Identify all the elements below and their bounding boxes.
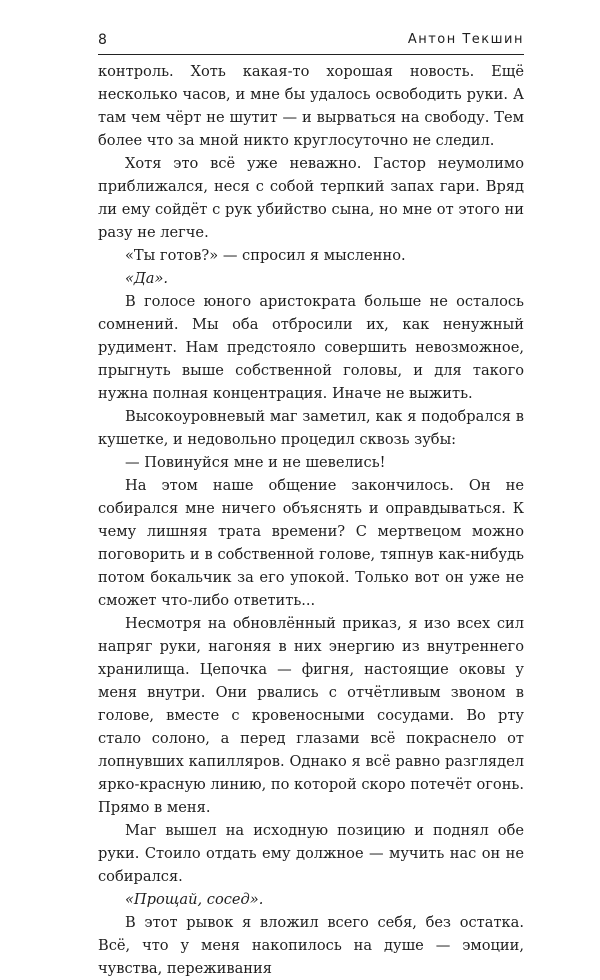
paragraph: Маг вышел на исходную позицию и поднял обе руки. Стоило отдать ему должное — мучить нас он не собирался.	[98, 822, 524, 885]
paragraph: В этот рывок я вложил всего себя, без остатка. Всё, что у меня накопилось на душе — эмоции, чувства, переживания	[98, 914, 524, 977]
thought-line: «Прощай, сосед».	[125, 891, 264, 908]
paragraph: контроль. Хоть какая-то хорошая новость. Ещё несколько часов, и мне бы удалось освободить руки. А там чем чёрт не шутит — и вырваться на свободу. Тем более что за мной никто круглосуточно не следил.	[98, 63, 524, 149]
dialogue-line: — Повинуйся мне и не шевелись!	[125, 454, 386, 471]
body-text	[98, 60, 524, 980]
thought-line: «Да».	[125, 270, 169, 287]
running-head-author: Антон Текшин	[407, 32, 524, 47]
dialogue-line: «Ты готов?» — спросил я мысленно.	[125, 247, 406, 264]
paragraph: Высокоуровневый маг заметил, как я подобрался в кушетке, и недовольно процедил сквозь зубы:	[98, 408, 524, 448]
paragraph: В голосе юного аристократа больше не осталось сомнений. Мы оба отбросили их, как ненужный рудимент. Нам предстояло совершить невозможное, прыгнуть выше собственной головы, и для такого нужна полная концентрация. Иначе не выжить.	[98, 293, 524, 402]
paragraph: Хотя это всё уже неважно. Гастор неумолимо приближался, неся с собой терпкий запах гари. Вряд ли ему сойдёт с рук убийство сына, но мне от этого ни разу не легче.	[98, 155, 524, 241]
paragraph: Несмотря на обновлённый приказ, я изо всех сил напряг руки, нагоняя в них энергию из внутреннего хранилища. Цепочка — фигня, настоящие оковы у меня внутри. Они рвались с отчётливым звоном в голове, вместе с кровеносными сосудами. Во рту стало солоно, а перед глазами всё покраснело от лопнувших капилляров. Однако я всё равно разглядел ярко-красную линию, по которой скоро потечёт огонь. Прямо в меня.	[98, 615, 524, 816]
page-number: 8	[98, 32, 107, 48]
paragraph: На этом наше общение закончилось. Он не собирался мне ничего объяснять и оправдываться. К чему лишняя трата времени? С мертвецом можно поговорить и в собственной голове, тяпнув как-нибудь потом бокальчик за его упокой. Только вот он уже не сможет что-либо ответить...	[98, 477, 524, 609]
page-header	[98, 30, 524, 55]
